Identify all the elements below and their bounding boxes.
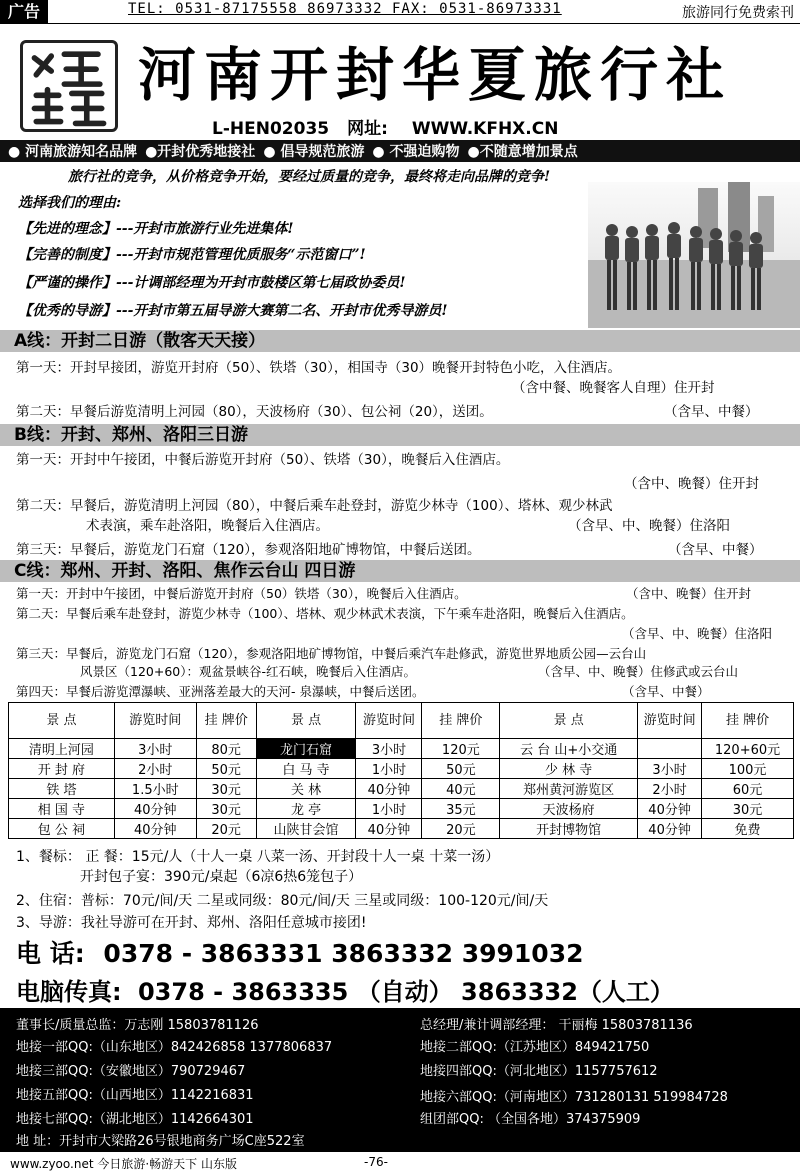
table-header: 游览时间 [114, 703, 196, 739]
table-cell: 120+60元 [702, 739, 794, 759]
table-cell: 1小时 [356, 759, 422, 779]
top-contact: TEL: 0531-87175558 86973332 FAX: 0531-86973331 [128, 1, 562, 17]
table-cell: 120元 [422, 739, 500, 759]
route-a-day1: 第一天：开封早接团，游览开封府（50）、铁塔（30），相国寺（30）晚餐开封特色小吃，入住酒店。 [16, 360, 622, 376]
table-cell: 云 台 山+小交通 [500, 739, 638, 759]
route-c-day3-note: （含早、中、晚餐）住修武或云台山 [538, 664, 739, 679]
table-header: 游览时间 [638, 703, 702, 739]
license-number: L-HEN02035 [212, 119, 330, 139]
table-header-row [9, 703, 794, 739]
route-b-day2-cont: 术表演，乘车赴洛阳，晚餐后入住酒店。 [86, 518, 329, 534]
table-cell: 3小时 [638, 759, 702, 779]
attractions-table [8, 702, 794, 839]
meal-standard: 1、餐标： 正 餐：15元/人（十人一桌 八菜一汤、开封段十人一桌 十菜一汤） [16, 849, 500, 865]
route-a-day2-note: （含早、中餐） [664, 404, 759, 420]
dept5-contact: 地接五部QQ:（山西地区）1142216831 [16, 1088, 254, 1103]
url-label: 网址: [347, 119, 388, 139]
footer [0, 1154, 800, 1172]
top-right-text: 旅游同行免费索刊 [682, 5, 794, 21]
route-b-day1: 第一天：开封中午接团，中餐后游览开封府（50）、铁塔（30），晚餐后入住酒店。 [16, 452, 510, 468]
reason-item: 【先进的理念】---开封市旅游行业先进集体! [18, 221, 294, 237]
table-cell: 2小时 [638, 779, 702, 799]
route-c-day2-note: （含早、中、晚餐）住洛阳 [622, 626, 773, 641]
agency-name: 河南开封华夏旅行社 [138, 41, 733, 109]
table-cell: 龙门石窟 [256, 739, 356, 759]
dept4-contact: 地接四部QQ:（河北地区）1157757612 [420, 1064, 658, 1079]
baozi-banquet: 开封包子宴：390元/桌起（6凉6热6笼包子） [80, 869, 363, 885]
table-cell: 60元 [702, 779, 794, 799]
table-cell: 郑州黄河游览区 [500, 779, 638, 799]
table-cell [638, 739, 702, 759]
table-cell: 铁 塔 [9, 779, 115, 799]
table-cell: 40分钟 [114, 819, 196, 839]
route-c-day1-note: （含中、晚餐）住开封 [626, 586, 752, 601]
table-cell: 30元 [196, 779, 256, 799]
route-c-day3-cont: 风景区（120+60）：观盆景峡谷-红石峡，晚餐后入住酒店。 [80, 664, 416, 679]
route-c-day2: 第二天：早餐后乘车赴登封，游览少林寺（100）、塔林、观少林武术表演，下午乘车赴洛阳，晚餐后入住酒店。 [16, 606, 634, 621]
route-c-day4: 第四天：早餐后游览潭瀑峡、亚洲落差最大的天河- 泉瀑峡，中餐后送团。 [16, 684, 425, 699]
table-cell: 40分钟 [356, 779, 422, 799]
table-cell: 1.5小时 [114, 779, 196, 799]
table-row [9, 819, 794, 839]
slogan-item: ● 河南旅游知名品牌 [8, 144, 138, 160]
table-cell: 20元 [196, 819, 256, 839]
competition-statement: 旅行社的竞争，从价格竞争开始，要经过质量的竞争，最终将走向品牌的竞争! [68, 169, 551, 185]
table-header: 挂 牌价 [702, 703, 794, 739]
ad-tag: 广告 [0, 0, 48, 24]
route-b-day1-note: （含中、晚餐）住开封 [624, 476, 759, 492]
table-cell: 开封博物馆 [500, 819, 638, 839]
manager-contact: 总经理/兼计调部经理： 干丽梅 15803781136 [420, 1018, 693, 1033]
table-header: 挂 牌价 [196, 703, 256, 739]
table-cell: 35元 [422, 799, 500, 819]
slogan-item: ● 不强迫购物 [372, 144, 460, 160]
group-dept-contact: 组团部QQ: （全国各地）374375909 [420, 1112, 641, 1127]
table-row [9, 759, 794, 779]
staff-group-photo [588, 182, 800, 328]
table-cell: 1小时 [356, 799, 422, 819]
guide-note: 3、导游：我社导游可在开封、郑州、洛阳任意城市接团! [16, 915, 367, 931]
table-cell: 80元 [196, 739, 256, 759]
table-cell: 20元 [422, 819, 500, 839]
table-header: 游览时间 [356, 703, 422, 739]
table-cell: 清明上河园 [9, 739, 115, 759]
table-cell: 3小时 [356, 739, 422, 759]
table-cell: 白 马 寺 [256, 759, 356, 779]
reason-item: 【严谨的操作】---计调部经理为开封市鼓楼区第七届政协委员! [18, 275, 406, 291]
slogan-item: ●不随意增加景点 [467, 144, 578, 160]
table-cell: 50元 [196, 759, 256, 779]
table-header: 景 点 [500, 703, 638, 739]
table-cell: 少 林 寺 [500, 759, 638, 779]
table-cell: 3小时 [114, 739, 196, 759]
website-link[interactable]: WWW.KFHX.CN [411, 119, 559, 139]
table-cell: 开 封 府 [9, 759, 115, 779]
table-header: 挂 牌价 [422, 703, 500, 739]
hotel-standard: 2、住宿：普标：70元/间/天 二星或同级：80元/间/天 三星或同级：100-120元/间/天 [16, 893, 549, 909]
route-c-day4-note: （含早、中餐） [622, 684, 710, 699]
dept1-contact: 地接一部QQ:（山东地区）842426858 1377806837 [16, 1040, 333, 1055]
table-cell: 30元 [702, 799, 794, 819]
route-b-title: B线：开封、郑州、洛阳三日游 [0, 424, 800, 446]
table-cell: 40分钟 [356, 819, 422, 839]
slogan-bar [0, 140, 800, 162]
chairman-contact: 董事长/质量总监：万志刚 15803781126 [16, 1018, 259, 1033]
footer-site: www.zyoo.net 今日旅游·畅游天下 山东版 [10, 1157, 237, 1171]
license-url-line [212, 114, 558, 139]
fax-line [16, 972, 674, 1007]
table-cell: 40元 [422, 779, 500, 799]
table-header: 景 点 [9, 703, 115, 739]
table-row [9, 739, 794, 759]
reason-item: 【完善的制度】---开封市规范管理优质服务“示范窗口”! [18, 247, 366, 263]
seal-logo-icon [20, 40, 118, 132]
dept7-contact: 地接七部QQ:（湖北地区）1142664301 [16, 1112, 254, 1127]
phone-numbers[interactable]: 0378 - 3863331 3863332 3991032 [103, 939, 584, 968]
table-cell: 山陕甘会馆 [256, 819, 356, 839]
table-cell: 免费 [702, 819, 794, 839]
phone-line [16, 934, 584, 970]
table-cell: 100元 [702, 759, 794, 779]
slogan-item: ●开封优秀地接社 [145, 144, 256, 160]
route-a-day1-note: （含中餐、晚餐客人自理）住开封 [512, 380, 715, 396]
route-b-day3-note: （含早、中餐） [668, 542, 763, 558]
fax-label: 电脑传真: [16, 978, 122, 1006]
page-number: -76- [364, 1155, 388, 1169]
route-a-day2: 第二天：早餐后游览清明上河园（80），天波杨府（30）、包公祠（20），送团。 [16, 404, 493, 420]
fax-numbers[interactable]: 0378 - 3863335 （自动） 3863332（人工） [137, 978, 674, 1006]
table-cell: 50元 [422, 759, 500, 779]
dept2-contact: 地接二部QQ:（江苏地区）849421750 [420, 1040, 650, 1055]
route-a-title: A线：开封二日游（散客天天接） [0, 330, 800, 352]
route-b-day2-note: （含早、中、晚餐）住洛阳 [568, 518, 730, 534]
address: 地 址：开封市大梁路26号银地商务广场C座522室 [16, 1134, 305, 1149]
top-bar [0, 0, 800, 24]
route-b-day3: 第三天：早餐后，游览龙门石窟（120），参观洛阳地矿博物馆，中餐后送团。 [16, 542, 481, 558]
table-header: 景 点 [256, 703, 356, 739]
slogan-item: ● 倡导规范旅游 [263, 144, 365, 160]
route-c-day1: 第一天：开封中午接团，中餐后游览开封府（50）铁塔（30），晚餐后入住酒店。 [16, 586, 467, 601]
route-c-title: C线：郑州、开封、洛阳、焦作云台山 四日游 [0, 560, 800, 582]
table-cell: 40分钟 [114, 799, 196, 819]
table-cell: 30元 [196, 799, 256, 819]
route-b-day2: 第二天：早餐后，游览清明上河园（80），中餐后乘车赴登封，游览少林寺（100）、塔林、观少林武 [16, 498, 613, 514]
reason-item: 【优秀的导游】---开封市第五届导游大赛第二名、开封市优秀导游员! [18, 303, 448, 319]
table-row [9, 799, 794, 819]
table-cell: 龙 亭 [256, 799, 356, 819]
table-row [9, 779, 794, 799]
route-c-day3: 第三天：早餐后，游览龙门石窟（120），参观洛阳地矿博物馆，中餐后乘汽车赴修武，游览世界地质公园—云台山 [16, 646, 647, 661]
table-cell: 2小时 [114, 759, 196, 779]
table-cell: 相 国 寺 [9, 799, 115, 819]
dept6-contact: 地接六部QQ:（河南地区）731280131 519984728 [420, 1090, 728, 1105]
phone-label: 电 话: [16, 939, 85, 968]
table-cell: 天波杨府 [500, 799, 638, 819]
table-cell: 包 公 祠 [9, 819, 115, 839]
reasons-title: 选择我们的理由: [18, 195, 122, 211]
staff-contacts [0, 1008, 800, 1152]
dept3-contact: 地接三部QQ:（安徽地区）790729467 [16, 1064, 246, 1079]
table-cell: 关 林 [256, 779, 356, 799]
table-cell: 40分钟 [638, 819, 702, 839]
table-cell: 40分钟 [638, 799, 702, 819]
